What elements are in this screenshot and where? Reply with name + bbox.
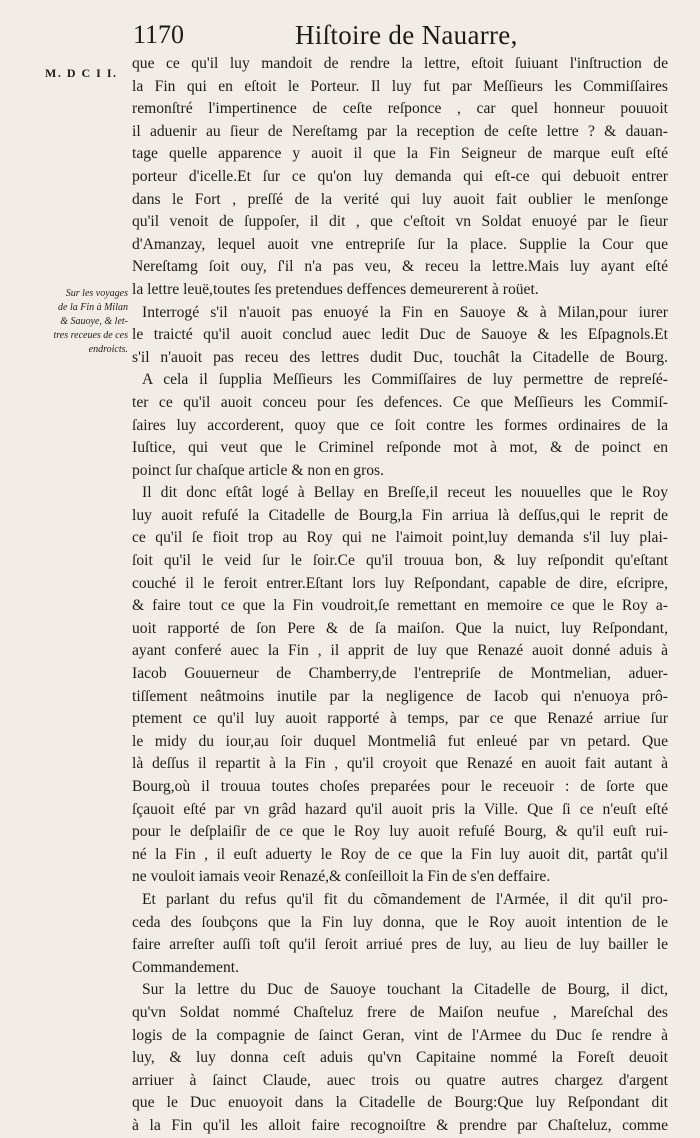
text-line: uoit rapporté de ſon Pere & de ſa maiſon. Que la nuict, luy Reſpondant, <box>132 619 668 637</box>
text-line: Bourg,où il trouua toutes choſes preparées pour le receuoir : de ſorte que <box>132 778 668 795</box>
text-line: pour le deſplaiſir de ce que le Roy luy auoit refuſé Bourg, & qu'il euſt rui- <box>132 823 668 841</box>
text-line: Iuſtice, qui veut que le Criminel reſponde mot à mot, & de poinct en <box>132 439 668 457</box>
text-line: ſaires luy accorderent, quoy que ce ſoit contre les formes ordinaires de la <box>132 416 668 434</box>
text-line: logis de la compagnie de ſainct Geran, vint de l'Armee du Duc ſe rendre à <box>132 1026 668 1044</box>
text-line: tiſſement neâtmoins inutile par la negligence de Iacob qui n'enuoya prô- <box>132 687 668 705</box>
text-line: Interrogé s'il n'auoit pas enuoyé la Fin en Sauoye & à Milan,pour iurer <box>142 303 668 321</box>
text-line: faire arreſter auſſi toſt qu'il ſeroit arriué pres de luy, au lieu de luy bailler le <box>132 936 668 954</box>
running-title: Hiſtoire de Nauarre, <box>295 20 518 50</box>
margin-note-line: de la Fin à Milan <box>58 302 128 313</box>
text-line: né la Fin , il euſt aduerty le Roy de ce que la Fin luy auoit dit, partât qu'il <box>132 845 668 863</box>
margin-note-line: & Sauoye, & let- <box>60 316 128 327</box>
text-line: là deſſus il repartit à la Fin , qu'il croyoit que Renazé en auoit fait autant à <box>132 755 668 773</box>
text-line: luy, & luy donna ceſt aduis qu'vn Capitaine nommé la Foreſt deuoit <box>132 1049 668 1067</box>
text-line: que le Duc enuoyoit dans la Citadelle de Bourg:Que luy Reſpondant dit <box>132 1094 668 1112</box>
text-line: ce qu'il ſe fioit trop au Roy qui ne l'aimoit point,luy demanda s'il luy plai- <box>132 529 668 547</box>
text-line: Commandement. <box>132 958 239 976</box>
text-line: qu'vn Soldat nommé Chaſteluz frere de Maiſon neufue , Mareſchal des <box>132 1003 668 1021</box>
text-line: ayant conferé auec la Fin , il apprit de luy que Renazé auoit donné aduis à <box>132 642 668 660</box>
text-line: qu'il venoit de ſuppoſer, il dit , que c'eſtoit vn Soldat enuoyé par le ſieur <box>132 213 668 231</box>
body-text <box>132 53 668 1138</box>
text-line: dans le Fort , preſſé de la verité qui luy auoit fait oublier le menſonge <box>132 190 668 208</box>
text-line: Il dit donc eſtât logé à Bellay en Breſſe,il receut les nouuelles que le Roy <box>142 484 668 502</box>
text-line: le midy du iour,au ſoir duquel Montmeliâ fut enleué par vn petard. Que <box>132 732 668 750</box>
text-line: luy auoit refuſé la Citadelle de Bourg,la Fin arriua là deſſus,qui le reprit de <box>132 506 668 524</box>
text-line: Nereſtamg ſoit ouy, ſ'il n'a pas veu, & receu la lettre.Mais luy ayant eſté <box>132 258 668 276</box>
text-line: que ce qu'il luy mandoit de rendre la lettre, eſtoit ſuiuant l'inſtruction de <box>132 55 668 72</box>
text-line: ne vouloit iamais veoir Renazé,& conſeilloit la Fin de s'en deffaire. <box>132 868 551 886</box>
margin-date: M. D C I I. <box>45 66 118 80</box>
margin-note-line: endroicts. <box>88 344 128 355</box>
margin-note-line: Sur les voyages <box>65 288 128 299</box>
text-line: A cela il ſupplia Meſſieurs les Commiſſaires de luy permettre de repreſé- <box>142 371 668 389</box>
page-number: 1170 <box>133 20 185 49</box>
text-line: ſoit qu'il le veid ſur le ſoir.Ce qu'il trouua bon, & luy reſpondit qu'eſtant <box>132 552 668 570</box>
text-line: ptement ce qu'il luy auoit rapporté à temps, par ce que Renazé arriue ſur <box>132 710 668 728</box>
text-line: ter ce qu'il auoit conceu pour ſes defences. Ce que Meſſieurs les Commiſ- <box>132 393 668 411</box>
text-line: la lettre leuë,toutes ſes pretendues deffences demeurerent à roüet. <box>132 280 539 298</box>
text-line: arriuer à ſainct Claude, auec trois ou quatre autres chargez d'argent <box>132 1071 668 1089</box>
text-line: remonſtré l'impertinence de ceſte reſponce , car quel honneur pouuoit <box>132 100 668 118</box>
text-line: ceda des ſoubçons que la Fin luy donna, que le Roy auoit intention de le <box>132 913 668 931</box>
page-header <box>0 18 700 58</box>
text-line: à la Fin qu'il les alloit faire recognoiſtre & prendre par Chaſteluz, comme <box>132 1116 668 1134</box>
margin-note-line: tres receues de ces <box>53 330 128 341</box>
text-line: le traicté qu'il auoit conclud auec ledit Duc de Sauoye & les Eſpagnols.Et <box>132 326 668 344</box>
text-line: il aduenir au ſieur de Nereſtamg par la reception de ceſte lettre ? & dauan- <box>132 122 668 140</box>
text-line: Iacob Gouuerneur de Chamberry,de l'entrepriſe de Montmelian, aduer- <box>132 665 668 683</box>
text-line: poinct ſur chaſque article & non en gros. <box>132 461 385 479</box>
margin-note <box>30 287 128 357</box>
text-line: Sur la lettre du Duc de Sauoye touchant la Citadelle de Bourg, il dict, <box>142 981 668 999</box>
text-line: la Fin qui en eſtoit le Porteur. Il luy fut par Meſſieurs les Commiſſaires <box>132 77 668 95</box>
text-line: ſçauoit eſté par vn grâd hazard qu'il auoit pris la Ville. Que ſi ce n'euſt eſté <box>132 800 668 818</box>
text-line: couché il le feroit entrer.Eſtant lors luy Reſpondant, capable de dire, eſcripre, <box>132 574 668 592</box>
text-line: porteur d'icelle.Et ſur ce qu'on luy demanda qui eſt-ce qui debuoit entrer <box>132 167 668 185</box>
text-line: tage quelle apparence y auoit il que la Fin Seigneur de marque euſt eſté <box>132 145 668 163</box>
text-line: & faire tout ce que la Fin voudroit,ſe remettant en memoire ce que le Roy a- <box>132 597 668 615</box>
text-line: Et parlant du refus qu'il fit du cõmandement de l'Armée, il dit qu'il pro- <box>142 890 668 908</box>
text-line: s'il n'auoit pas receu des lettres dudit Duc, touchât la Citadelle de Bourg. <box>132 348 668 366</box>
text-line: d'Amanzay, lequel auoit vne entrepriſe ſur la place. Supplie la Cour que <box>132 235 668 253</box>
